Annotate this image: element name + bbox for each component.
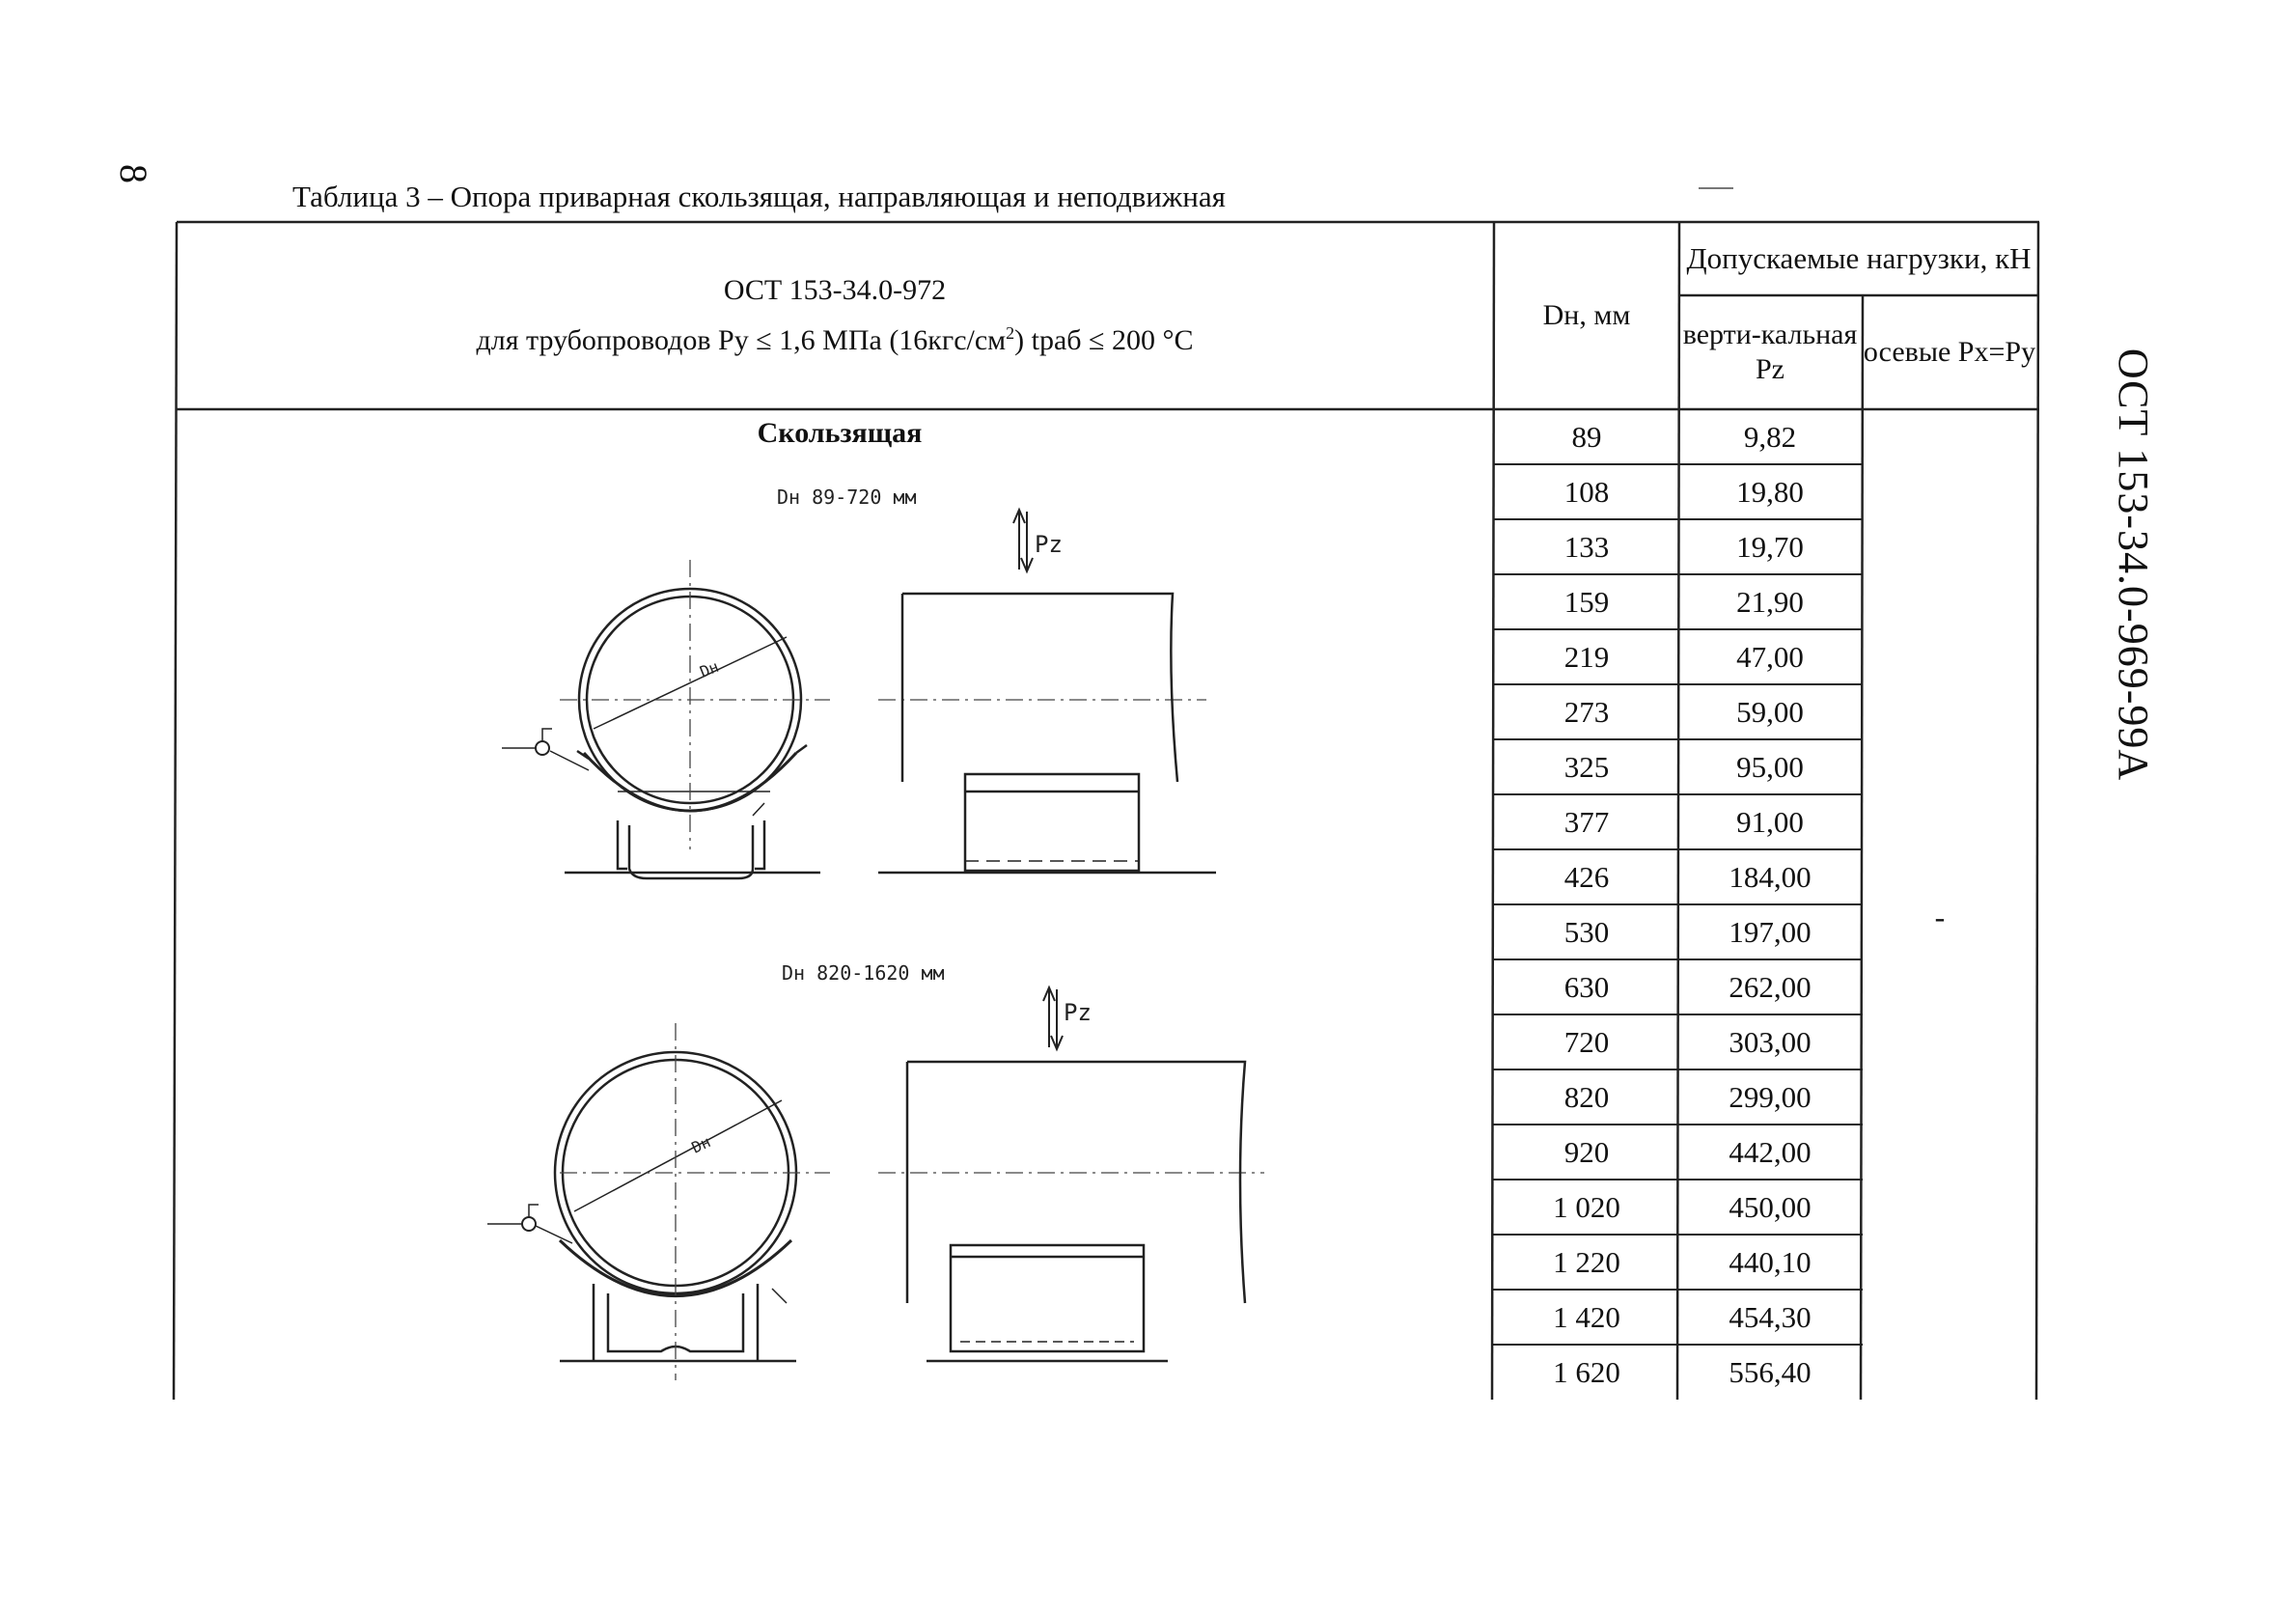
drawing1-force-label: Pz [1035, 531, 1063, 558]
dn-cell: 530 [1563, 914, 1610, 949]
table-row [0, 409, 2296, 464]
pz-cell: 450,00 [1729, 1189, 1812, 1224]
dn-cell: 377 [1563, 804, 1610, 839]
pz-cell: 19,80 [1736, 474, 1804, 509]
dn-cell: 273 [1563, 694, 1610, 729]
header-standard-cell [179, 224, 1491, 407]
table-caption: Таблица 3 – Опора приварная скользящая, направляющая и неподвижная [292, 180, 1226, 213]
standard-number: ОСТ 153-34.0-972 [723, 274, 947, 306]
pz-cell: 19,70 [1736, 529, 1804, 564]
drawing1-label: Dн 89-720 мм [777, 486, 917, 509]
pz-cell: 440,10 [1729, 1244, 1812, 1279]
column-header-axial: осевые Px=Py [1863, 336, 2036, 368]
pz-cell: 454,30 [1729, 1299, 1812, 1334]
dn-cell: 820 [1563, 1079, 1610, 1114]
dn-cell: 159 [1563, 584, 1610, 619]
pz-cell: 91,00 [1736, 804, 1804, 839]
column-header-loads: Допускаемые нагрузки, кН [1686, 241, 2032, 275]
pz-cell: 262,00 [1729, 969, 1812, 1004]
pz-cell: 95,00 [1736, 749, 1804, 784]
drawing1-dim-label: Dн [697, 656, 722, 681]
section-title: Скользящая [757, 417, 923, 449]
dn-cell: 1 020 [1553, 1189, 1620, 1224]
pz-cell: 9,82 [1743, 419, 1797, 454]
drawing2-force-label: Pz [1064, 999, 1092, 1026]
operating-conditions: для трубопроводов Ру ≤ 1,6 МПа $(16кгс/см^2)$ tраб ≤ 200 °С [476, 323, 1194, 356]
pz-cell: 442,00 [1729, 1134, 1812, 1169]
document-code: ОСТ 153-34.0-969-99А [2110, 347, 2157, 782]
pz-cell: 47,00 [1736, 639, 1804, 674]
pz-cell: 303,00 [1729, 1024, 1812, 1059]
dn-cell: 219 [1563, 639, 1610, 674]
page-number: 8 [112, 164, 155, 183]
pz-cell: 59,00 [1736, 694, 1804, 729]
pz-cell: 299,00 [1729, 1079, 1812, 1114]
dn-cell: 325 [1563, 749, 1610, 784]
dn-cell: 720 [1563, 1024, 1610, 1059]
pz-cell: 197,00 [1729, 914, 1812, 949]
dn-cell: 133 [1563, 529, 1610, 564]
dn-cell: 89 [1571, 419, 1602, 454]
dn-cell: 426 [1563, 859, 1610, 894]
drawing2-dim-label: Dн [688, 1132, 714, 1157]
dn-cell: 1 420 [1553, 1299, 1620, 1334]
pz-cell: 184,00 [1729, 859, 1812, 894]
pz-cell: 21,90 [1736, 584, 1804, 619]
axial-load-value: - [1934, 900, 1946, 934]
dn-cell: 630 [1563, 969, 1610, 1004]
dn-cell: 108 [1563, 474, 1610, 509]
support-drawings [463, 463, 1313, 1429]
dn-cell: 920 [1563, 1134, 1610, 1169]
dn-cell: 1 620 [1553, 1354, 1620, 1389]
column-header-dn: Dн, мм [1542, 299, 1631, 331]
dn-cell: 1 220 [1553, 1244, 1620, 1279]
pz-cell: 556,40 [1729, 1354, 1812, 1389]
column-header-vertical: верти-кальная Pz [1682, 319, 1858, 385]
drawing2-label: Dн 820-1620 мм [782, 961, 945, 985]
